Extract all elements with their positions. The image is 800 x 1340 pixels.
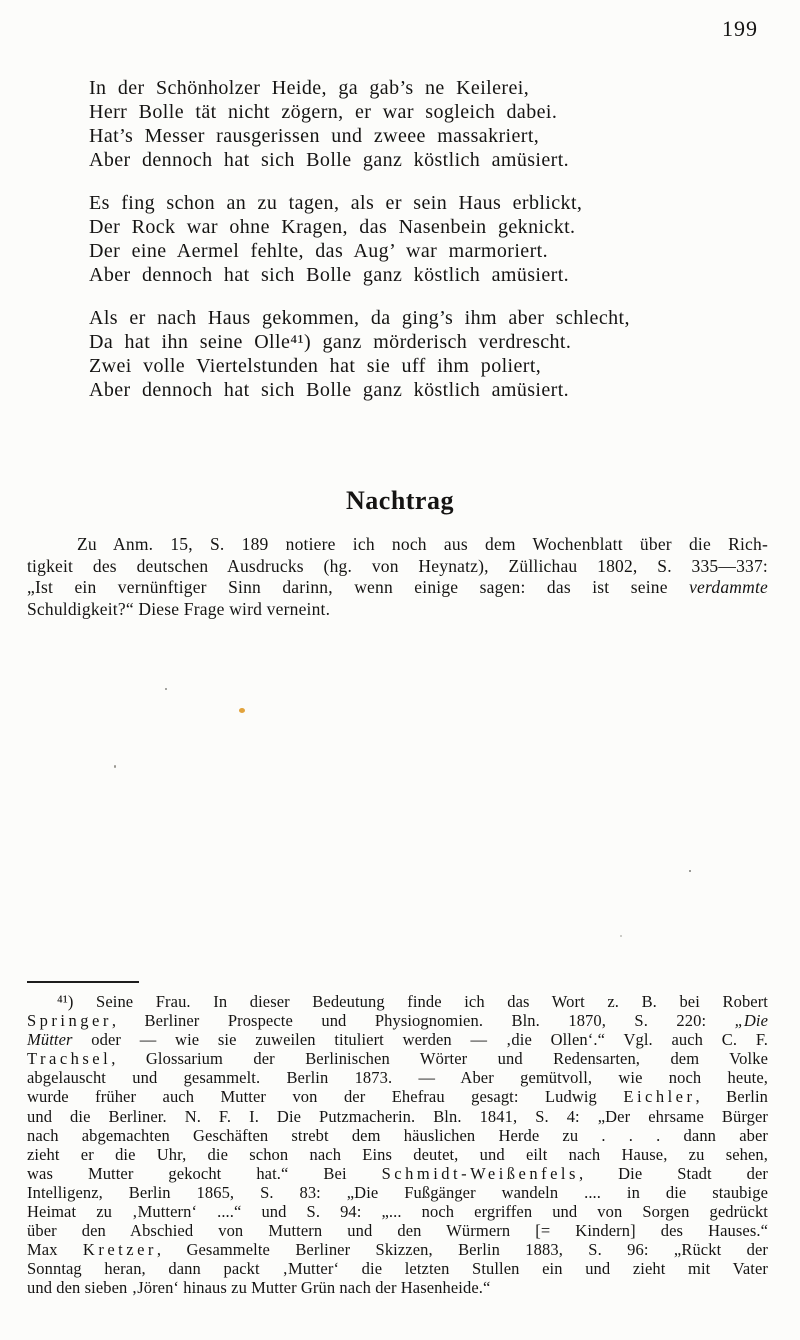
text-line: Als er nach Haus gekommen, da ging’s ihm aber schlecht, <box>89 307 630 329</box>
text-line: Schuldigkeit?“ Diese Frage wird verneint. <box>27 598 331 619</box>
text-line: Es fing schon an zu tagen, als er sein Haus erblickt, <box>89 192 583 214</box>
text-line: Der Rock war ohne Kragen, das Nasenbein geknickt. <box>89 216 576 238</box>
text-line: wurde früher auch Mutter von der Ehefrau gesagt: Ludwig Eichler, Berlin <box>27 1087 769 1107</box>
text-line: „Ist ein vernünftiger Sinn darinn, wenn einige sagen: das ist seine verdammte <box>27 577 768 598</box>
text-line: über den Abschied von Muttern und den Würmern [= Kindern] des Hauses.“ <box>27 1221 768 1241</box>
poem-stanza-1 <box>89 76 769 172</box>
text-line: Der eine Aermel fehlte, das Aug’ war marmoriert. <box>89 240 549 262</box>
text-line: Heimat zu ‚Muttern‘ ....“ und S. 94: „... noch ergriffen und von Sorgen gedrückt <box>27 1202 768 1222</box>
text-line: nach abgemachten Geschäften strebt dem häuslichen Herde zu . . . dann aber <box>27 1125 768 1145</box>
text-line: Sonntag heran, dann packt ‚Mutter‘ die letzten Stullen ein und zieht mit Vater <box>27 1259 768 1279</box>
text-line: abgelauscht und gesammelt. Berlin 1873. — Aber gemütvoll, wie noch heute, <box>27 1068 768 1088</box>
text-line: Herr Bolle tät nicht zögern, er war sogleich dabei. <box>89 101 558 123</box>
text-line: ⁴¹) Seine Frau. In dieser Bedeutung finde ich das Wort z. B. bei Robert <box>57 992 768 1011</box>
text-line: Zu Anm. 15, S. 189 notiere ich noch aus dem Wochenblatt über die Rich- <box>77 534 768 554</box>
text-line: Mütter oder — wie sie zuweilen tituliert werden — ‚die Ollen‘.“ Vgl. auch C. F. <box>27 1030 768 1050</box>
text-line: Aber dennoch hat sich Bolle ganz köstlich amüsiert. <box>89 379 570 401</box>
text-line: Da hat ihn seine Olle⁴¹) ganz mörderisch verdrescht. <box>89 331 572 353</box>
text-line: Trachsel, Glossarium der Berlinischen Wörter und Redensarten, dem Volke <box>27 1049 768 1069</box>
text-line: Aber dennoch hat sich Bolle ganz köstlich amüsiert. <box>89 264 570 286</box>
section-heading: Nachtrag <box>346 486 454 515</box>
text-line: und die Berliner. N. F. I. Die Putzmacherin. Bln. 1841, S. 4: „Der ehrsame Bürger <box>27 1106 768 1126</box>
text-line: tigkeit des deutschen Ausdrucks (hg. von Heynatz), Züllichau 1802, S. 335—337: <box>27 555 768 576</box>
text-line: zieht er die Uhr, die schon nach Eins deutet, und eilt nach Hause, zu sehen, <box>27 1144 768 1164</box>
text-line: Intelligenz, Berlin 1865, S. 83: „Die Fußgänger wandeln .... in die staubige <box>27 1182 768 1202</box>
scan-speck <box>114 765 116 768</box>
scan-speck <box>620 935 622 937</box>
text-line: und den sieben ‚Jören‘ hinaus zu Mutter Grün nach der Hasenheide.“ <box>27 1278 491 1298</box>
text-line: Aber dennoch hat sich Bolle ganz köstlich amüsiert. <box>89 149 570 171</box>
footnote-rule <box>27 981 139 983</box>
text-line: Zwei volle Viertelstunden hat sie uff ihm poliert, <box>89 355 542 377</box>
scan-speck <box>165 688 167 690</box>
footnote-text <box>27 992 768 1298</box>
scan-speck <box>239 708 245 713</box>
page-number: 199 <box>722 16 758 41</box>
scan-speck <box>689 870 691 872</box>
text-line: Hat’s Messer rausgerissen und zweee massakriert, <box>89 125 540 147</box>
text-line: Max Kretzer, Gesammelte Berliner Skizzen, Berlin 1883, S. 96: „Rückt der <box>27 1240 768 1260</box>
nachtrag-paragraph <box>27 534 768 620</box>
text-line: was Mutter gekocht hat.“ Bei Schmidt-Weißenfels, Die Stadt der <box>27 1163 769 1183</box>
text-line: Springer, Berliner Prospecte und Physiognomien. Bln. 1870, S. 220: „Die <box>27 1011 768 1031</box>
poem-stanza-2 <box>89 191 769 287</box>
poem <box>89 76 769 421</box>
poem-stanza-3 <box>89 306 769 402</box>
text-line: In der Schönholzer Heide, ga gab’s ne Keilerei, <box>89 77 530 99</box>
